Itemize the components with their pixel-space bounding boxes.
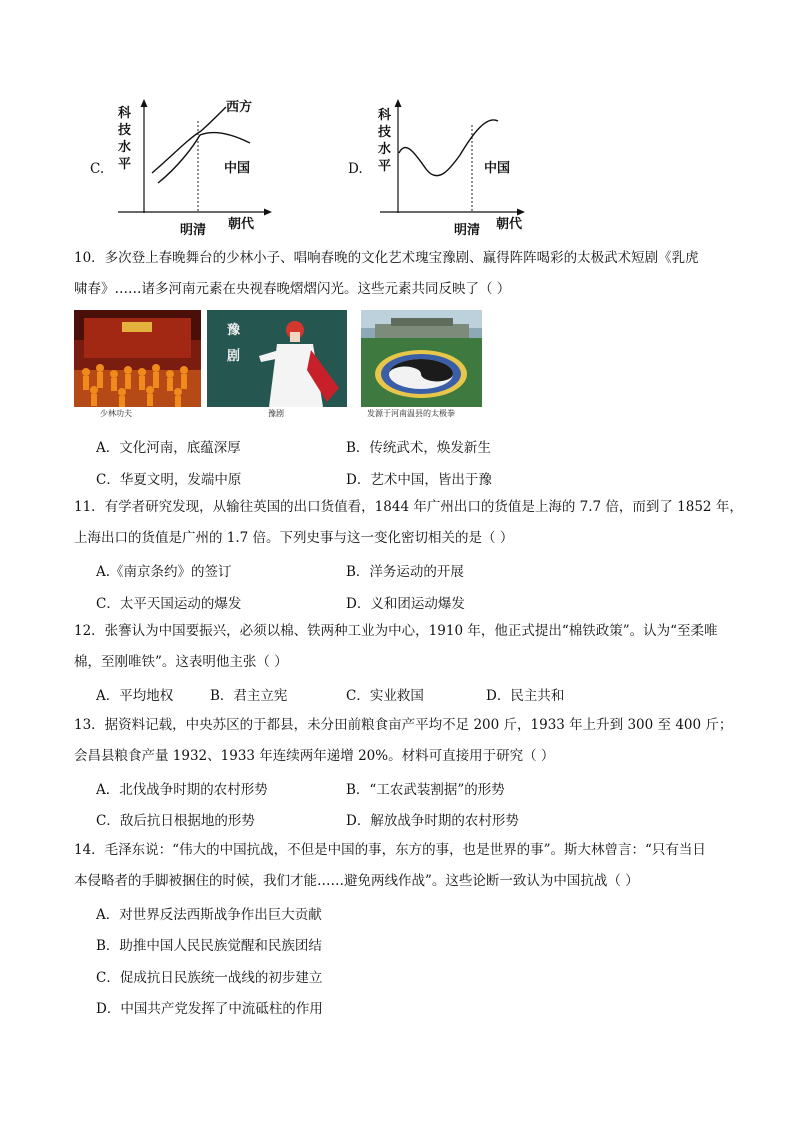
question-11-option-a[interactable]: A.《南京条约》的签订 [96, 564, 232, 580]
question-12-stem: 12．张謇认为中国要振兴，必须以棉、铁两种工业为中心，1910 年，他正式提出“棉铁政策”。认为“至柔唯 棉，至刚唯铁”。这表明他主张（ ） [74, 623, 718, 670]
question-12-option-b[interactable]: B．君主立宪 [210, 688, 288, 704]
question-10-option-a[interactable]: A．文化河南，底蕴深厚 [96, 440, 241, 456]
option-c-y-arrow [141, 99, 148, 107]
question-11-option-d[interactable]: D．义和团运动爆发 [346, 596, 465, 612]
question-11-option-c[interactable]: C．太平天国运动的爆发 [96, 596, 242, 612]
option-c-y-axis-label: 科 技 水 平 [118, 106, 132, 172]
yu-opera-photo [207, 310, 347, 407]
option-d-period-label: 明清 [454, 223, 481, 238]
question-12-option-c[interactable]: C．实业救国 [346, 688, 424, 704]
option-c-x-arrow [264, 209, 272, 216]
question-10-option-d[interactable]: D．艺术中国，皆出于豫 [346, 472, 492, 488]
question-13-option-c[interactable]: C．敌后抗日根据地的形势 [96, 813, 255, 829]
shaolin-kungfu-caption: 少林功夫 [100, 409, 132, 418]
option-d-letter: D. [348, 161, 363, 177]
taiji-photo [361, 310, 482, 407]
question-10-stem: 10．多次登上春晚舞台的少林小子、唱响春晚的文化艺术瑰宝豫剧、赢得阵阵喝彩的太极武术短剧《乳虎 啸春》……诸多河南元素在央视春晚熠熠闪光。这些元素共同反映了（ ） [74, 250, 699, 297]
question-11-stem: 11．有学者研究发现，从输往英国的出口货值看，1844 年广州出口的货值是上海的 7.7 倍，而到了 1852 年， 上海出口的货值是广州的 1.7 倍。下列史事与这一变化密切相关的是（ ） [74, 499, 743, 546]
shaolin-kungfu-photo [74, 310, 201, 407]
question-11-option-b[interactable]: B．洋务运动的开展 [346, 564, 464, 580]
question-14-option-d[interactable]: D．中国共产党发挥了中流砥柱的作用 [96, 1001, 323, 1017]
option-c-period-label: 明清 [180, 223, 207, 238]
taiji-image [361, 310, 482, 407]
option-c-china-label: 中国 [224, 161, 251, 176]
option-c-figure [88, 95, 288, 240]
option-d-china-label: 中国 [484, 161, 511, 176]
yu-opera-overlay-text: 豫 剧 [227, 323, 241, 364]
question-10-option-b[interactable]: B．传统武术，焕发新生 [346, 440, 491, 456]
option-c-letter: C. [90, 161, 105, 177]
question-13-option-a[interactable]: A．北伐战争时期的农村形势 [96, 782, 268, 798]
option-d-y-arrow [395, 99, 402, 107]
question-14-option-a[interactable]: A．对世界反法西斯战争作出巨大贡献 [96, 907, 322, 923]
question-10-option-c[interactable]: C．华夏文明，发端中原 [96, 472, 242, 488]
question-14-option-b[interactable]: B．助推中国人民民族觉醒和民族团结 [96, 938, 322, 954]
option-c-west-label: 西方 [226, 100, 253, 115]
option-d-y-axis-label: 科 技 水 平 [378, 108, 392, 174]
question-13-option-b[interactable]: B．“工农武装割据”的形势 [346, 782, 505, 798]
option-d-figure [346, 95, 546, 240]
option-c-west-curve [152, 107, 226, 173]
question-12-option-a[interactable]: A．平均地权 [96, 688, 174, 704]
shaolin-kungfu-image [74, 310, 201, 407]
option-d-x-axis-label: 朝代 [496, 217, 523, 232]
question-14-stem: 14．毛泽东说：“伟大的中国抗战，不但是中国的事，东方的事，也是世界的事”。斯大林曾言：“只有当日 本侵略者的手脚被捆住的时候，我们才能……避免两线作战”。这些论断一致认为中国抗战（ ） [74, 842, 706, 889]
question-12-option-d[interactable]: D．民主共和 [486, 688, 565, 704]
option-c-x-axis-label: 朝代 [228, 217, 255, 232]
question-14-option-c[interactable]: C．促成抗日民族统一战线的初步建立 [96, 970, 323, 986]
yu-opera-caption: 豫剧 [268, 409, 284, 418]
question-13-stem: 13．据资料记载，中央苏区的于都县，未分田前粮食亩产平均不足 200 斤，1933 年上升到 300 至 400 斤； 会昌县粮食产量 1932、1933 年连续两年递增 20%。材料可直接用于研究（ ） [74, 717, 733, 764]
taiji-caption: 发源于河南温县的太极拳 [367, 409, 455, 418]
question-13-option-d[interactable]: D．解放战争时期的农村形势 [346, 813, 519, 829]
